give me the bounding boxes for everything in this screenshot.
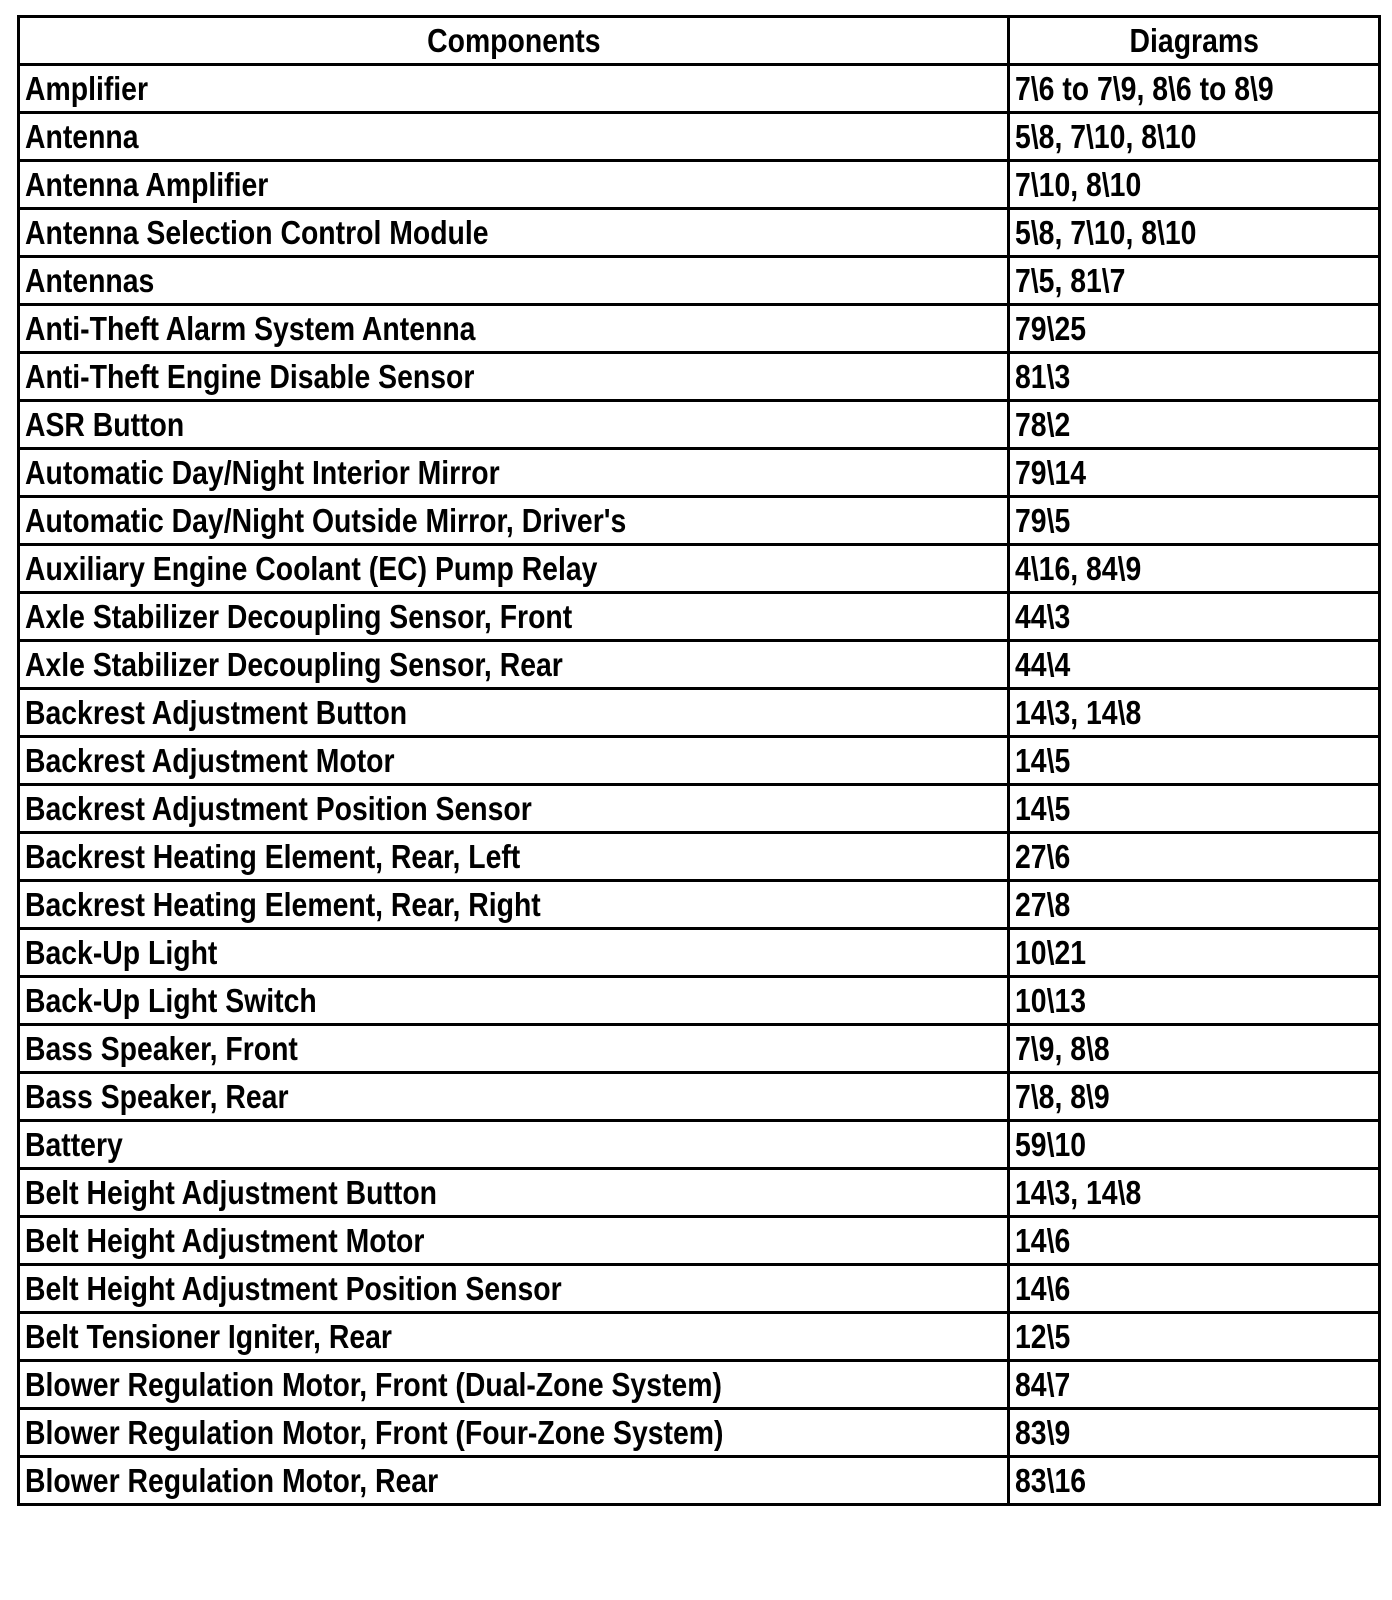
- table-row: [19, 209, 1380, 257]
- table-row: [19, 161, 1380, 209]
- component-cell: Battery: [19, 1121, 1009, 1169]
- table-row: [19, 593, 1380, 641]
- component-cell: Backrest Heating Element, Rear, Right: [19, 881, 1009, 929]
- diagram-cell: 10\13: [1009, 977, 1380, 1025]
- component-cell: Antenna: [19, 113, 1009, 161]
- diagram-cell: 14\5: [1009, 737, 1380, 785]
- component-cell: Axle Stabilizer Decoupling Sensor, Rear: [19, 641, 1009, 689]
- component-cell: Bass Speaker, Front: [19, 1025, 1009, 1073]
- diagram-cell: 44\4: [1009, 641, 1380, 689]
- table-row: [19, 1121, 1380, 1169]
- component-cell: Backrest Heating Element, Rear, Left: [19, 833, 1009, 881]
- table-row: [19, 1409, 1380, 1457]
- table-row: [19, 401, 1380, 449]
- table-row: [19, 113, 1380, 161]
- table-row: [19, 1169, 1380, 1217]
- diagram-cell: 27\6: [1009, 833, 1380, 881]
- diagram-cell: 7\10, 8\10: [1009, 161, 1380, 209]
- diagram-cell: 7\9, 8\8: [1009, 1025, 1380, 1073]
- diagram-cell: 14\6: [1009, 1217, 1380, 1265]
- component-cell: Bass Speaker, Rear: [19, 1073, 1009, 1121]
- component-cell: Automatic Day/Night Outside Mirror, Driver's: [19, 497, 1009, 545]
- table-row: [19, 449, 1380, 497]
- diagram-cell: 14\5: [1009, 785, 1380, 833]
- component-cell: Back-Up Light Switch: [19, 977, 1009, 1025]
- component-cell: Blower Regulation Motor, Rear: [19, 1457, 1009, 1505]
- component-cell: Blower Regulation Motor, Front (Dual-Zone System): [19, 1361, 1009, 1409]
- diagram-cell: 81\3: [1009, 353, 1380, 401]
- diagram-cell: 5\8, 7\10, 8\10: [1009, 113, 1380, 161]
- component-cell: Antenna Amplifier: [19, 161, 1009, 209]
- components-diagrams-table: [17, 15, 1381, 1506]
- diagram-cell: 79\14: [1009, 449, 1380, 497]
- diagram-cell: 7\5, 81\7: [1009, 257, 1380, 305]
- diagram-cell: 83\16: [1009, 1457, 1380, 1505]
- table-row: [19, 1457, 1380, 1505]
- table-row: [19, 65, 1380, 113]
- diagram-cell: 14\3, 14\8: [1009, 1169, 1380, 1217]
- table-row: [19, 1025, 1380, 1073]
- table-row: [19, 497, 1380, 545]
- table-row: [19, 881, 1380, 929]
- diagram-cell: 27\8: [1009, 881, 1380, 929]
- table-row: [19, 929, 1380, 977]
- diagram-cell: 10\21: [1009, 929, 1380, 977]
- header-diagrams: Diagrams: [1009, 17, 1380, 65]
- component-cell: Belt Height Adjustment Motor: [19, 1217, 1009, 1265]
- table-row: [19, 1361, 1380, 1409]
- diagram-cell: 7\6 to 7\9, 8\6 to 8\9: [1009, 65, 1380, 113]
- component-cell: Axle Stabilizer Decoupling Sensor, Front: [19, 593, 1009, 641]
- table-row: [19, 1073, 1380, 1121]
- table-row: [19, 305, 1380, 353]
- diagram-cell: 44\3: [1009, 593, 1380, 641]
- component-cell: ASR Button: [19, 401, 1009, 449]
- component-cell: Backrest Adjustment Motor: [19, 737, 1009, 785]
- table-row: [19, 689, 1380, 737]
- component-cell: Amplifier: [19, 65, 1009, 113]
- table-body: [19, 65, 1380, 1505]
- table-row: [19, 1265, 1380, 1313]
- components-table-container: [17, 15, 1378, 1506]
- component-cell: Auxiliary Engine Coolant (EC) Pump Relay: [19, 545, 1009, 593]
- component-cell: Belt Height Adjustment Position Sensor: [19, 1265, 1009, 1313]
- diagram-cell: 83\9: [1009, 1409, 1380, 1457]
- component-cell: Back-Up Light: [19, 929, 1009, 977]
- component-cell: Antennas: [19, 257, 1009, 305]
- table-row: [19, 1217, 1380, 1265]
- component-cell: Automatic Day/Night Interior Mirror: [19, 449, 1009, 497]
- table-row: [19, 737, 1380, 785]
- table-row: [19, 785, 1380, 833]
- component-cell: Antenna Selection Control Module: [19, 209, 1009, 257]
- diagram-cell: 7\8, 8\9: [1009, 1073, 1380, 1121]
- component-cell: Anti-Theft Engine Disable Sensor: [19, 353, 1009, 401]
- table-header-row: [19, 17, 1380, 65]
- table-row: [19, 1313, 1380, 1361]
- diagram-cell: 78\2: [1009, 401, 1380, 449]
- table-row: [19, 545, 1380, 593]
- diagram-cell: 14\3, 14\8: [1009, 689, 1380, 737]
- diagram-cell: 59\10: [1009, 1121, 1380, 1169]
- diagram-cell: 5\8, 7\10, 8\10: [1009, 209, 1380, 257]
- component-cell: Backrest Adjustment Button: [19, 689, 1009, 737]
- component-cell: Anti-Theft Alarm System Antenna: [19, 305, 1009, 353]
- table-row: [19, 977, 1380, 1025]
- diagram-cell: 79\5: [1009, 497, 1380, 545]
- component-cell: Belt Height Adjustment Button: [19, 1169, 1009, 1217]
- diagram-cell: 4\16, 84\9: [1009, 545, 1380, 593]
- component-cell: Belt Tensioner Igniter, Rear: [19, 1313, 1009, 1361]
- table-row: [19, 641, 1380, 689]
- diagram-cell: 84\7: [1009, 1361, 1380, 1409]
- table-row: [19, 833, 1380, 881]
- diagram-cell: 14\6: [1009, 1265, 1380, 1313]
- table-row: [19, 353, 1380, 401]
- diagram-cell: 12\5: [1009, 1313, 1380, 1361]
- component-cell: Backrest Adjustment Position Sensor: [19, 785, 1009, 833]
- table-row: [19, 257, 1380, 305]
- header-components: Components: [19, 17, 1009, 65]
- component-cell: Blower Regulation Motor, Front (Four-Zone System): [19, 1409, 1009, 1457]
- diagram-cell: 79\25: [1009, 305, 1380, 353]
